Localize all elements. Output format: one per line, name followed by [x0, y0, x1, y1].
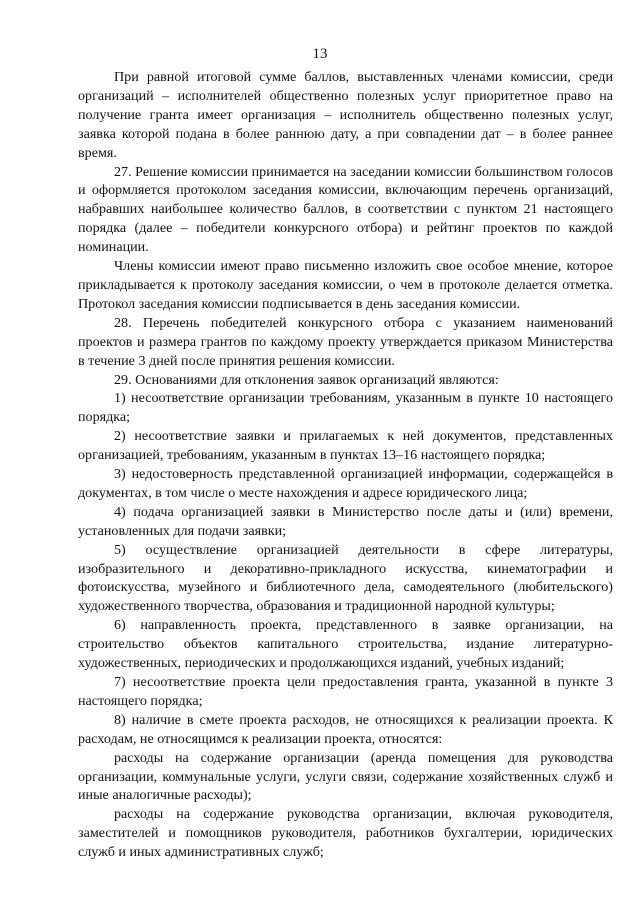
list-item-3: 3) недостоверность представленной организацией информации, содержащейся в документах, в том числе о месте нахождения и адресе юридического лица; — [78, 466, 613, 501]
paragraph-tie-rule: При равной итоговой сумме баллов, выставленных членами комиссии, среди организаций – исполнителей общественно полезных услуг приоритетное право на получение гранта имеет организация – исполнитель общественно полезных услуг, заявка которой подана в более раннюю дату, а при совпадении дат – в более раннее время. — [78, 69, 613, 161]
list-item-7: 7) несоответствие проекта цели предоставления гранта, указанной в пункте 3 настоящего порядка; — [78, 674, 613, 709]
document-body — [78, 68, 613, 862]
list-item-2: 2) несоответствие заявки и прилагаемых к ней документов, представленных организацией, требованиям, указанным в пунктах 13–16 настоящего порядка; — [78, 428, 613, 464]
paragraph-dissenting-opinion: Члены комиссии имеют право письменно изложить свое особое мнение, которое прикладывается к протоколу заседания комиссии, о чем в протоколе делается отметка. Протокол заседания комиссии подписывается в день заседания комиссии. — [78, 258, 613, 312]
expense-item-management: расходы на содержание руководства организации, включая руководителя, заместителей и помощников руководителя, работников бухгалтерии, юридических служб и иных административных служб; — [78, 806, 613, 861]
list-item-1: 1) несоответствие организации требованиям, указанным в пункте 10 настоящего порядка; — [78, 390, 613, 426]
list-item-6: 6) направленность проекта, представленного в заявке организации, на строительство объектов капитального строительства, издание литературно-художественных, периодических и продолжающихся изданий, учебных изданий; — [78, 617, 613, 672]
paragraph-28: 28. Перечень победителей конкурсного отбора с указанием наименований проектов и размера грантов по каждому проекту утверждается приказом Министерства в течение 3 дней после принятия решения комиссии. — [78, 314, 613, 369]
list-item-4: 4) подача организацией заявки в Министерство после даты и (или) времени, установленных для подачи заявки; — [78, 503, 613, 539]
paragraph-27: 27. Решение комиссии принимается на заседании комиссии большинством голосов и оформляется протоколом заседания комиссии, включающим перечень организаций, набравших наибольшее количество баллов, в соответствии с пунктом 21 настоящего порядка (далее – победители конкурсного отбора) и рейтинг проектов по каждой номинации. — [78, 163, 613, 256]
list-item-8: 8) наличие в смете проекта расходов, не относящихся к реализации проекта. К расходам, не относящимся к реализации проекта, относятся: — [78, 711, 613, 747]
page-number: 13 — [312, 46, 328, 62]
paragraph-29: 29. Основаниями для отклонения заявок организаций являются: — [114, 371, 499, 388]
expense-item-maintenance: расходы на содержание организации (аренда помещения для руководства организации, коммунальные услуги, услуги связи, содержание хозяйственных служб и иные аналогичные расходы); — [78, 749, 613, 804]
list-item-5: 5) осуществление организацией деятельности в сфере литературы, изобразительного и декоративно-прикладного искусства, кинематографии и фотоискусства, музейного и библиотечного дела, самодеятельного (любительского) художественного творчества, образования и традиционной народной культуры; — [78, 541, 613, 615]
